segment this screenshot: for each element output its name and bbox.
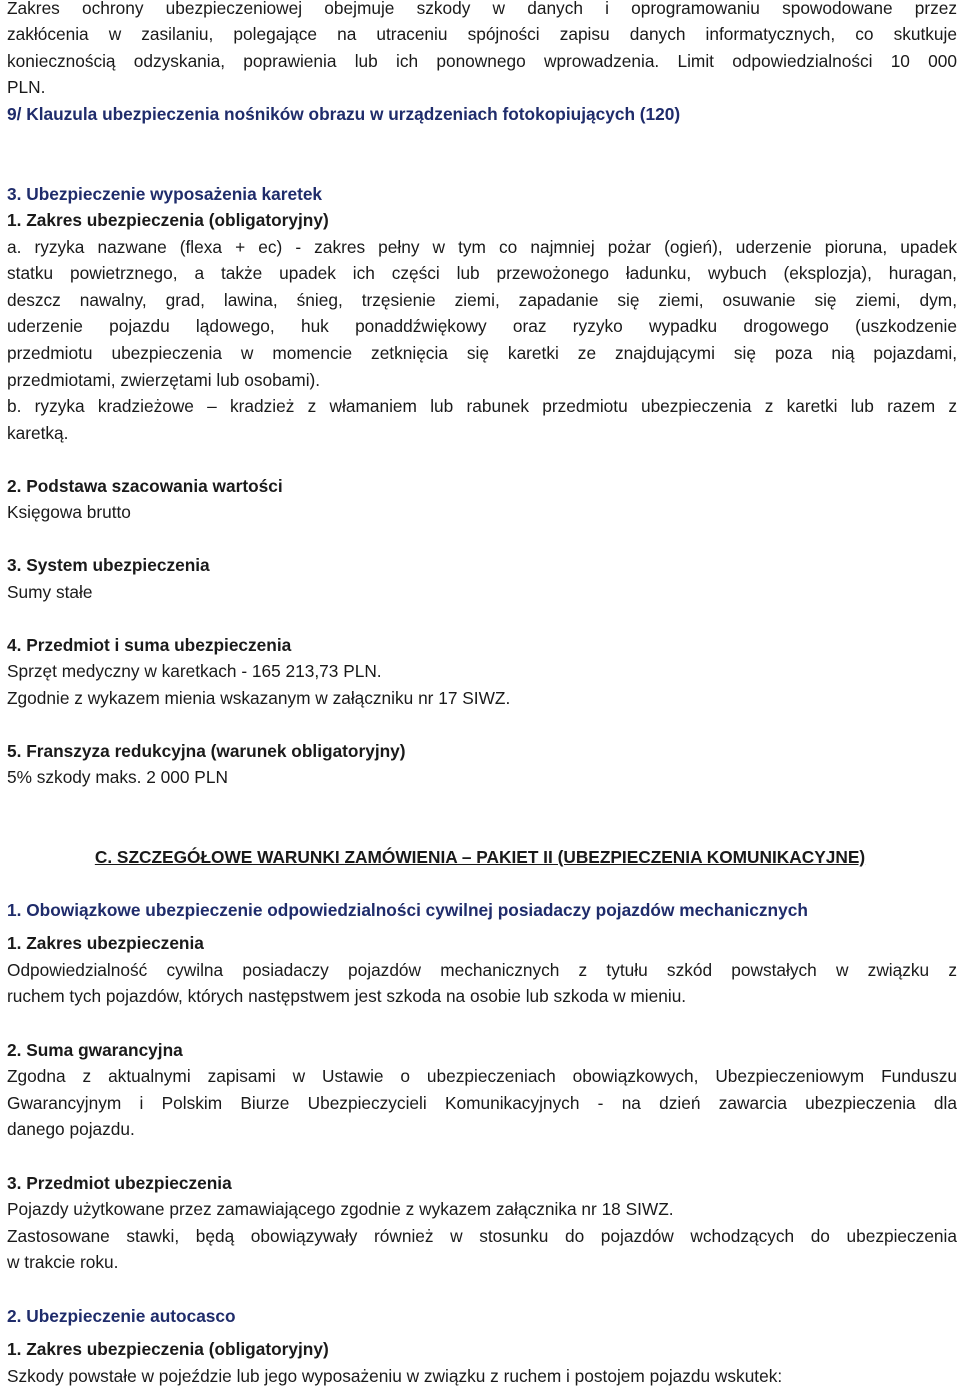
paragraph-line: przedmiotami, zwierzętami lub osobami). <box>7 370 321 390</box>
paragraph-line: Zastosowane stawki, będą obowiązywały również w stosunku do pojazdów wchodzących do ubezpieczenia <box>7 1226 957 1246</box>
paragraph-line: koniecznością odzyskania, poprawienia lub ich ponownego wprowadzenia. Limit odpowiedzialności 10 000 <box>7 51 957 71</box>
section-heading: 1. Obowiązkowe ubezpieczenie odpowiedzialności cywilnej posiadaczy pojazdów mechanicznych <box>7 900 808 920</box>
paragraph-line: w trakcie roku. <box>7 1252 119 1272</box>
paragraph-line: Szkody powstałe w pojeździe lub jego wyposażeniu w związku z ruchem i postojem pojazdu wskutek: <box>7 1366 783 1386</box>
subsection-heading: 3. Przedmiot ubezpieczenia <box>7 1173 232 1193</box>
paragraph-line: Sprzęt medyczny w karetkach - 165 213,73 PLN. <box>7 661 382 681</box>
paragraph-line: ruchem tych pojazdów, których następstwem jest szkoda na osobie lub szkoda w mieniu. <box>7 986 687 1006</box>
paragraph-line: Zakres ochrony ubezpieczeniowej obejmuje szkody w danych i oprogramowaniu spowodowane przez <box>7 0 957 18</box>
paragraph-line: Sumy stałe <box>7 582 93 602</box>
paragraph-line: przedmiotu ubezpieczenia w momencie zetknięcia się karetki ze znajdującymi się poza nią pojazdami, <box>7 343 957 363</box>
paragraph-line: b. ryzyka kradzieżowe – kradzież z włamaniem lub rabunek przedmiotu ubezpieczenia z karetki lub razem z <box>7 396 957 416</box>
paragraph-line: zakłócenia w zasilaniu, polegające na utraceniu spójności zapisu danych informatycznych, co skutkuje <box>7 24 957 44</box>
subsection-heading: 1. Zakres ubezpieczenia <box>7 933 204 953</box>
paragraph-line: karetką. <box>7 423 69 443</box>
paragraph-line: Księgowa brutto <box>7 502 131 522</box>
paragraph-line: Zgodna z aktualnymi zapisami w Ustawie o ubezpieczeniach obowiązkowych, Ubezpieczeniowym Funduszu <box>7 1066 957 1086</box>
section-heading: 2. Ubezpieczenie autocasco <box>7 1306 236 1326</box>
paragraph-line: 5% szkody maks. 2 000 PLN <box>7 767 228 787</box>
paragraph-line: statku powietrznego, a także upadek ich części lub przewożonego ładunku, wybuch (eksplozja), huragan, <box>7 263 957 283</box>
paragraph-line: Zgodnie z wykazem mienia wskazanym w załączniku nr 17 SIWZ. <box>7 688 511 708</box>
subsection-heading: 1. Zakres ubezpieczenia (obligatoryjny) <box>7 210 329 230</box>
chapter-title: C. SZCZEGÓŁOWE WARUNKI ZAMÓWIENIA – PAKIET II (UBEZPIECZENIA KOMUNIKACYJNE) <box>94 847 866 867</box>
paragraph-line: uderzenie pojazdu lądowego, huk ponaddźwiękowy oraz ryzyko wypadku drogowego (uszkodzenie <box>7 316 957 336</box>
paragraph-line: PLN. <box>7 77 46 97</box>
paragraph-line: Odpowiedzialność cywilna posiadaczy pojazdów mechanicznych z tytułu szkód powstałych w związku z <box>7 960 957 980</box>
paragraph-line: danego pojazdu. <box>7 1119 135 1139</box>
section-heading: 3. Ubezpieczenie wyposażenia karetek <box>7 184 323 204</box>
subsection-heading: 3. System ubezpieczenia <box>7 555 210 575</box>
subsection-heading: 2. Podstawa szacowania wartości <box>7 476 283 496</box>
paragraph-line: Gwarancyjnym i Polskim Biurze Ubezpieczycieli Komunikacyjnych - na dzień zawarcia ubezpieczenia dla <box>7 1093 957 1113</box>
subsection-heading: 5. Franszyza redukcyjna (warunek obligatoryjny) <box>7 741 406 761</box>
paragraph-line: Pojazdy użytkowane przez zamawiającego zgodnie z wykazem załącznika nr 18 SIWZ. <box>7 1199 674 1219</box>
paragraph-line: a. ryzyka nazwane (flexa + ec) - zakres pełny w tym co najmniej pożar (ogień), uderzenie pioruna, upadek <box>7 237 957 257</box>
subsection-heading: 1. Zakres ubezpieczenia (obligatoryjny) <box>7 1339 329 1359</box>
paragraph-line: deszcz nawalny, grad, lawina, śnieg, trzęsienie ziemi, zapadanie się ziemi, osuwanie się ziemi, dym, <box>7 290 957 310</box>
subsection-heading: 4. Przedmiot i suma ubezpieczenia <box>7 635 292 655</box>
subsection-heading: 2. Suma gwarancyjna <box>7 1040 183 1060</box>
clause-heading: 9/ Klauzula ubezpieczenia nośników obrazu w urządzeniach fotokopiujących (120) <box>7 104 681 124</box>
